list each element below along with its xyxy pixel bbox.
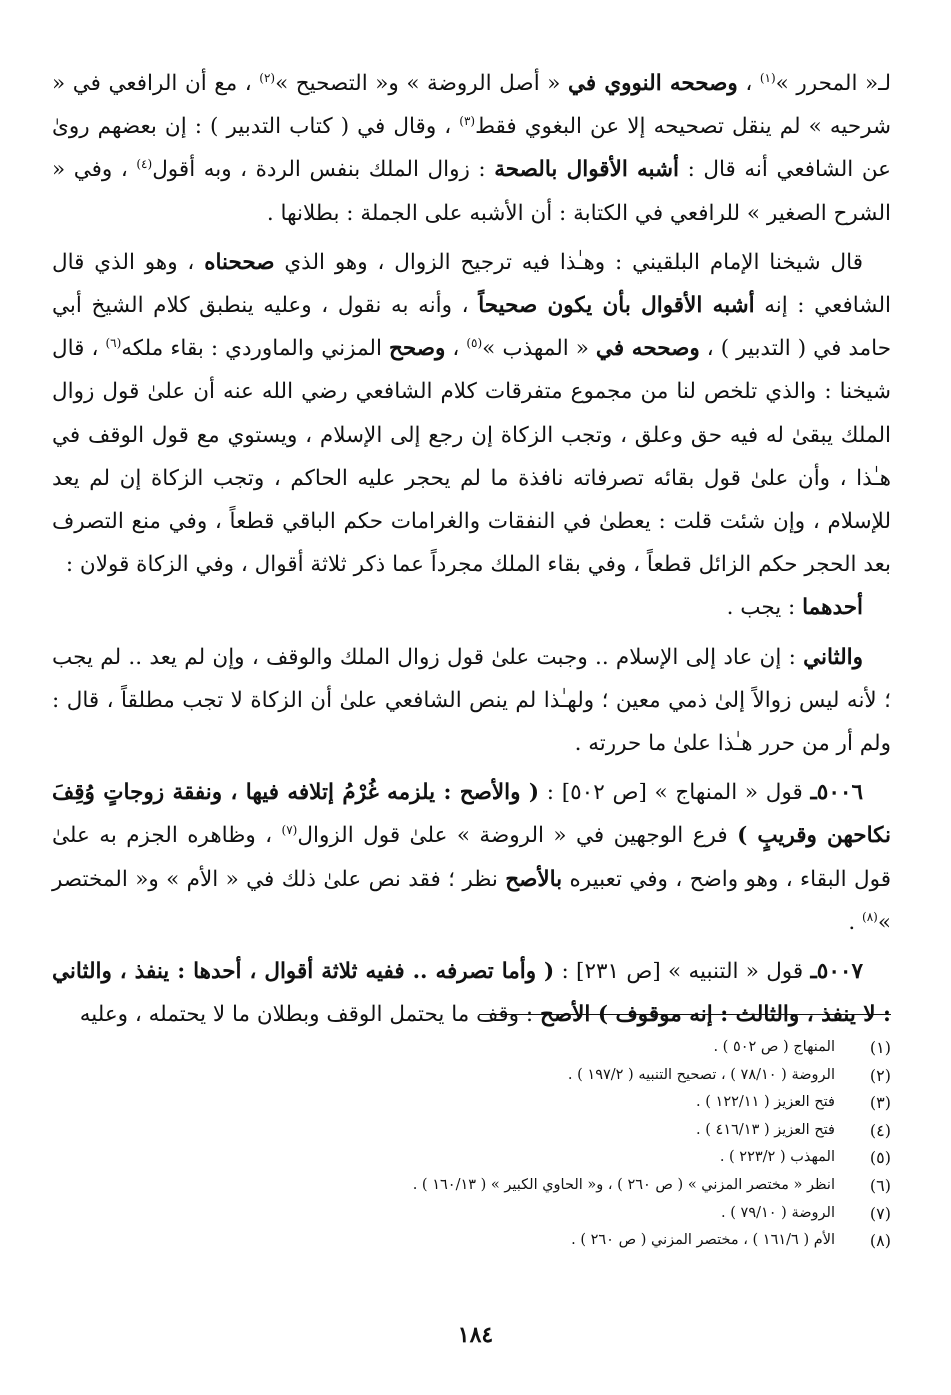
bold-text: والثاني — [803, 644, 863, 670]
text-segment: قول « المنهاج » [ص ٥٠٢] : — [539, 780, 811, 806]
text-segment: ، وفي « الشرح الصغير » للرافعي في الكتابة : أن الأشبه على الجملة : بطلانها . — [52, 157, 891, 226]
text-segment: : يجب . — [726, 595, 803, 621]
text-segment: نظر ؛ فقد نص علىٰ ذلك في « الأم » و« المختصر » — [52, 866, 891, 935]
footnotes-list — [150, 1034, 891, 1255]
paragraph — [52, 62, 891, 235]
footnote-number: (٤) — [869, 1120, 891, 1140]
footnote-item — [150, 1062, 891, 1090]
paragraph — [52, 586, 891, 629]
footnote-marker: (٨) — [862, 909, 878, 924]
footnote-text: الروضة ( ٧٩/١٠ ) . — [721, 1204, 835, 1221]
text-segment: ، وهو الذي قال الشافعي : إنه — [52, 249, 891, 319]
text-segment: المزني والماوردي : بقاء ملكه — [121, 336, 389, 362]
footnote-marker: (١) — [759, 70, 776, 85]
footnote-marker: (٣) — [459, 114, 476, 129]
bold-text: ٥٠٠٧ـ — [810, 959, 863, 985]
footnote-number: (٧) — [869, 1203, 891, 1223]
footnote-item — [150, 1034, 891, 1062]
text-segment: لـ« المحرر » — [775, 71, 892, 96]
paragraph — [52, 771, 891, 944]
paragraph — [52, 241, 891, 587]
footnote-number: (٨) — [869, 1231, 891, 1251]
bold-text: بالأصح — [505, 866, 563, 892]
text-segment: : إن عاد إلى الإسلام .. وجبت علىٰ قول زوال الملك والوقف ، وإن لم يعد .. لم يجب ؛ لأنه ليس زوالاً إلىٰ ذمي معين ؛ ولهـٰذا لم ينص الشافعي علىٰ أن الزكاة لا تجب مطلقاً ، قال : ولم أر من حرر هـٰذا علىٰ ما حررته . — [52, 644, 891, 757]
main-text-body — [52, 62, 891, 1036]
footnote-number: (٥) — [869, 1148, 891, 1168]
footnote-item — [150, 1089, 891, 1117]
text-segment: : زوال الملك بنفس الردة ، وبه أقول — [152, 157, 495, 183]
paragraph — [52, 950, 891, 1036]
bold-text: أشبه الأقوال بأن يكون صحيحاً — [478, 293, 755, 319]
footnote-number: (٦) — [869, 1175, 891, 1195]
text-segment: ، مع أن الرافعي في « شرحيه » لم ينقل تصحيحه إلا عن البغوي فقط — [52, 71, 891, 140]
footnote-marker: (٤) — [136, 157, 153, 172]
text-segment: : وقف ما يحتمل الوقف وبطلان ما لا يحتمله ، وعليه — [79, 1002, 540, 1028]
footnote-text: الروضة ( ٧٨/١٠ ) ، تصحيح التنبيه ( ١٩٧/٢ ) . — [567, 1066, 835, 1083]
footnote-text: المهذب ( ٢٢٣/٢ ) . — [719, 1149, 835, 1166]
text-segment: « أصل الروضة » و« التصحيح » — [275, 71, 568, 96]
bold-text: ( والأصح : يلزمه غُرْمُ إتلافه فيها ، ونفقة زوجاتٍ وُقِفَ نكاحهن وقريبٍ ) — [52, 780, 891, 849]
footnote-item — [150, 1200, 891, 1228]
text-segment: ، وقال في ( كتاب التدبير ) : إن بعضهم روىٰ عن الشافعي أنه قال : — [52, 114, 892, 183]
text-segment: ، قال شيخنا : والذي تلخص لنا من مجموع متفرقات كلام الشافعي رضي الله عنه أن علىٰ قول زوال الملك يبقىٰ له فيه حق وعلق ، وتجب الزكاة إن رجع إلى الإسلام ، ويستوي مع قول الوقف في هـٰذا ، وأن علىٰ قول بقائه تصرفاته نافذة ما لم يحجر عليه الحاكم ، وتجب الزكاة إن لم يعد للإسلام ، وإن شئت قلت : يعطىٰ في النفقات والغرامات حكم الباقي قطعاً ، وفي منع التصرف بعد الحجر حكم الزائل قطعاً ، وفي بقاء الملك مجرداً عما ذكر ثلاثة أقوال ، وفي الزكاة قولان : — [52, 336, 891, 578]
text-segment: قال شيخنا الإمام البلقيني : وهـٰذا فيه ترجيح الزوال ، وهو الذي — [274, 249, 863, 275]
bold-text: وصححه النووي في — [567, 71, 738, 96]
footnote-marker: (٧) — [281, 823, 298, 838]
page-number: ١٨٤ — [457, 1322, 494, 1348]
text-segment: ، وأنه به نقول ، وعليه ينطبق كلام الشيخ أبي حامد في ( التدبير ) ، — [52, 293, 892, 362]
paragraph — [52, 636, 891, 766]
footnote-number: (٣) — [869, 1093, 891, 1113]
footnote-item — [150, 1144, 891, 1172]
footnote-marker: (٢) — [259, 70, 276, 85]
text-segment: « المهذب » — [482, 336, 596, 362]
footnote-text: فتح العزيز ( ٤١٦/١٣ ) . — [696, 1121, 835, 1138]
text-segment: ، — [737, 71, 760, 96]
footnote-number: (١) — [869, 1038, 891, 1057]
footnote-text: فتح العزيز ( ١٢٢/١١ ) . — [696, 1094, 835, 1111]
text-segment: قول « التنبيه » [ص ٢٣١] : — [554, 959, 811, 985]
text-segment: . — [848, 909, 863, 935]
bold-text: وصحح — [388, 336, 446, 362]
footnote-marker: (٦) — [105, 336, 122, 351]
bold-text: وصححه في — [595, 336, 700, 362]
footnote-text: المنهاج ( ص ٥٠٢ ) . — [713, 1039, 835, 1055]
footnote-text: الأم ( ١٦١/٦ ) ، مختصر المزني ( ص ٢٦٠ ) . — [571, 1232, 835, 1249]
bold-text: أشبه الأقوال بالصحة — [494, 157, 680, 183]
bold-text: ( وأما تصرفه .. ففيه ثلاثة أقوال ، أحدها : ينفذ ، والثاني : لا ينفذ ، والثالث : إنه موقوف ) الأصح — [52, 959, 891, 1028]
text-segment: فرع الوجهين في « الروضة » علىٰ قول الزوال — [297, 823, 738, 849]
footnote-item — [150, 1227, 891, 1255]
footnote-text: انظر « مختصر المزني » ( ص ٢٦٠ ) ، و« الحاوي الكبير » ( ١٦٠/١٣ ) . — [412, 1176, 835, 1193]
footnote-number: (٢) — [869, 1065, 891, 1085]
bold-text: ٥٠٠٦ـ — [810, 780, 863, 806]
bold-text: أحدهما — [802, 595, 863, 621]
footnote-item — [150, 1172, 891, 1200]
text-segment: ، — [445, 336, 467, 362]
footnote-item — [150, 1117, 891, 1145]
text-segment: ، وظاهره الجزم به علىٰ قول البقاء ، وهو واضح ، وفي تعبيره — [52, 823, 891, 892]
footnote-separator — [479, 1014, 891, 1015]
bold-text: صححناه — [204, 249, 275, 275]
footnote-marker: (٥) — [466, 336, 483, 351]
